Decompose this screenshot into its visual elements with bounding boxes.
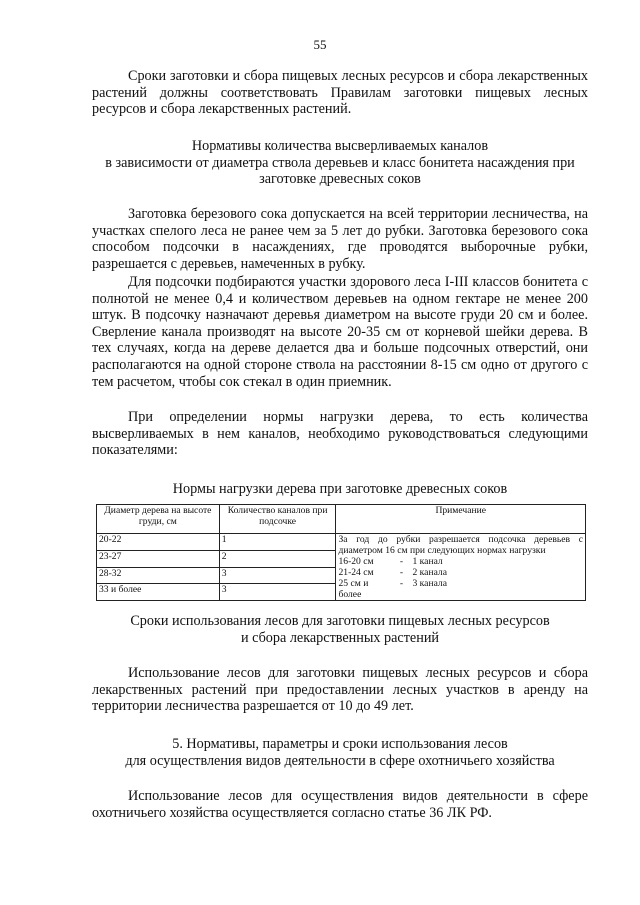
- cell-diameter: 23-27: [97, 550, 220, 567]
- paragraph-tapping-selection: Для подсочки подбираются участки здорового леса I-III классов бонитета с полнотой не менее 0,4 и количеством деревьев на одном гектаре не менее 200 штук. В подсочку назначают деревья диаметром на высоте груди 20 см и более. Сверление канала производят на высоте 20-35 см от корневой шейки дерева. В тех случаях, когда на дереве делается два и больше подсочных отверстий, они располагаются на одной стороне ствола на расстоянии 8-15 см одно от другого с тем расчетом, чтобы сок стекал в один приемник.: [92, 274, 588, 390]
- heading-line: заготовке древесных соков: [259, 171, 421, 188]
- heading-hunting-section: [80, 736, 600, 769]
- paragraph-load-norms: При определении нормы нагрузки дерева, то есть количества высверливаемых в нем каналов, необходимо руководствоваться следующими показателями:: [92, 409, 588, 459]
- heading-line: Нормативы количества высверливаемых каналов: [191, 138, 489, 154]
- cell-diameter: 20-22: [97, 534, 220, 551]
- cell-channels: 3: [219, 567, 336, 584]
- paragraph-hunting-use: Использование лесов для осуществления видов деятельности в сфере охотничьего хозяйства осуществляется согласно статье 36 ЛК РФ.: [92, 788, 588, 821]
- cell-note: [336, 534, 586, 601]
- heading-line: для осуществления видов деятельности в сфере охотничьего хозяйства: [125, 752, 555, 769]
- heading-forest-use-terms: [80, 613, 600, 646]
- page-number: 55: [313, 37, 327, 52]
- note-item: 25 см и более - 3 канала: [338, 578, 447, 600]
- load-norms-table: [96, 504, 586, 601]
- cell-diameter: 33 и более: [97, 584, 220, 601]
- heading-line: и сбора лекарственных растений: [240, 629, 440, 646]
- cell-channels: 1: [219, 534, 336, 551]
- heading-channel-norms: [80, 138, 600, 188]
- heading-line: 5. Нормативы, параметры и сроки использования лесов: [172, 736, 508, 752]
- table-header-row: [97, 505, 586, 534]
- heading-line: в зависимости от диаметра ствола деревьев и класс бонитета насаждения при: [105, 154, 575, 171]
- paragraph-lease-terms: Использование лесов для заготовки пищевых лесных ресурсов и сбора лекарственных растений при предоставлении лесных участков в аренду на территории лесничества разрешается от 10 до 49 лет.: [92, 665, 588, 715]
- paragraph-harvest-terms: Сроки заготовки и сбора пищевых лесных ресурсов и сбора лекарственных растений должны соответствовать Правилам заготовки пищевых лесных ресурсов и сбора лекарственных растений.: [92, 68, 588, 118]
- note-item: 16-20 см - 1 канал: [338, 556, 443, 567]
- header-diameter: Диаметр дерева на высоте груди, см: [97, 505, 220, 534]
- cell-channels: 2: [219, 550, 336, 567]
- header-note: Примечание: [336, 505, 586, 534]
- note-item: 21-24 см - 2 канала: [338, 567, 447, 578]
- header-channels: Количество каналов при подсочке: [219, 505, 336, 534]
- paragraph-birch-sap: Заготовка березового сока допускается на всей территории лесничества, на участках спелого леса не ранее чем за 5 лет до рубки. Заготовка березового сока способом подсочки в насаждениях, где проводятся выборочные рубки, разрешается с деревьев, намеченных в рубку.: [92, 206, 588, 272]
- cell-channels: 3: [219, 584, 336, 601]
- cell-diameter: 28-32: [97, 567, 220, 584]
- table-row: [97, 534, 586, 551]
- note-intro: За год до рубки разрешается подсочка деревьев с диаметром 16 см при следующих нормах нагрузки: [338, 534, 583, 556]
- table-title: Нормы нагрузки дерева при заготовке древесных соков: [172, 481, 508, 497]
- heading-line: Сроки использования лесов для заготовки пищевых лесных ресурсов: [130, 613, 550, 629]
